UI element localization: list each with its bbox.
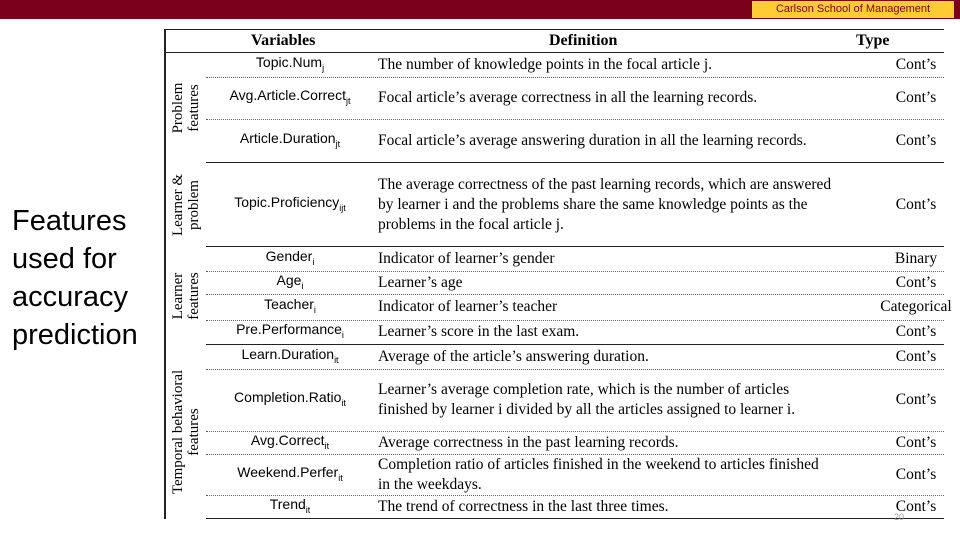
features-table <box>164 29 952 519</box>
table-header <box>166 29 944 53</box>
variable-cell: Pre.Performance$_i$ <box>236 321 344 340</box>
type-cell: Cont’s <box>895 195 937 213</box>
slide-title-line: accuracy <box>12 281 129 313</box>
column-header-definition: Definition <box>549 32 618 49</box>
type-cell: Cont’s <box>895 465 937 483</box>
table-row <box>206 495 944 519</box>
variable-cell: Learn.Duration$_{it}$ <box>241 346 339 365</box>
slide-title-line: used for <box>12 243 117 275</box>
definition-cell: Average of the article’s answering duration. <box>378 348 649 365</box>
table-row <box>206 345 944 370</box>
type-cell: Cont’s <box>895 56 937 73</box>
type-cell: Cont’s <box>895 348 937 365</box>
variable-cell: Topic.Proficiency$_{ijt}$ <box>234 193 346 213</box>
group-label: Learner features <box>170 272 202 320</box>
variable-cell: Weekend.Perfer$_{it}$ <box>237 463 343 483</box>
table-row <box>206 294 952 321</box>
definition-cell: Learner’s age <box>378 273 463 291</box>
definition-cell: The average correctness of the past learning records, which are answered by learner i and the problems share the same knowledge points as the problems in the focal article j. <box>378 175 832 233</box>
variable-cell: Gender$_i$ <box>265 248 315 267</box>
definition-cell: Completion ratio of articles finished in the weekend to articles finished in the weekdays. <box>378 455 819 493</box>
variable-cell: Avg.Correct$_{it}$ <box>250 431 330 451</box>
variable-cell: Teacher$_i$ <box>264 296 316 315</box>
type-cell: Cont’s <box>895 89 937 106</box>
type-cell: Cont’s <box>895 131 937 149</box>
group-label: Problem features <box>170 82 202 134</box>
table-row <box>206 454 944 496</box>
definition-cell: The trend of correctness in the last three times. <box>378 497 669 515</box>
variable-cell: Trend$_{it}$ <box>269 495 311 515</box>
definition-cell: The number of knowledge points in the focal article j. <box>378 56 713 73</box>
type-cell: Cont’s <box>895 497 937 515</box>
type-cell: Cont’s <box>895 433 937 451</box>
definition-cell: Indicator of learner’s gender <box>378 250 555 267</box>
group-problem-features <box>166 53 206 163</box>
page-number: 20 <box>893 512 904 522</box>
slide-title <box>12 202 162 354</box>
table-row <box>206 119 944 163</box>
table-row <box>206 271 944 295</box>
group-temporal-behavioral <box>166 345 206 519</box>
table-row <box>206 247 944 272</box>
group-label: Learner & problem <box>170 173 202 237</box>
variable-cell: Age$_i$ <box>276 271 304 291</box>
table-row <box>206 53 944 78</box>
brand-label: Carlson School of Management <box>752 1 954 18</box>
table-row <box>206 431 944 455</box>
variable-cell: Avg.Article.Correct$_{jt}$ <box>229 87 351 106</box>
group-label: Temporal behavioral features <box>170 369 202 495</box>
group-learner-problem <box>166 163 206 247</box>
definition-cell: Focal article’s average correctness in all the learning records. <box>378 89 758 106</box>
variable-cell: Completion.Ratio$_{it}$ <box>234 389 346 408</box>
definition-cell: Focal article’s average answering duration in all the learning records. <box>378 131 807 149</box>
type-cell: Cont’s <box>895 273 937 291</box>
definition-cell: Average correctness in the past learning records. <box>378 433 679 451</box>
type-cell: Cont’s <box>895 323 937 340</box>
table-row <box>206 369 944 432</box>
slide-title-line: Features <box>12 205 127 237</box>
slide-title-line: prediction <box>12 319 138 351</box>
group-learner-features <box>166 247 206 345</box>
type-cell: Cont’s <box>895 391 937 408</box>
definition-cell: Learner’s average completion rate, which is the number of articles finished by learner i divided by all the articles assigned to learner i. <box>378 381 796 418</box>
table-row <box>206 320 944 345</box>
variable-cell: Article.Duration$_{jt}$ <box>239 129 341 149</box>
column-header-variables: Variables <box>251 32 316 49</box>
definition-cell: Indicator of learner’s teacher <box>378 298 558 315</box>
table-row <box>206 163 944 247</box>
type-cell: Categorical <box>880 298 952 315</box>
column-header-type: Type <box>856 32 890 49</box>
table-row <box>206 77 944 120</box>
variable-cell: Topic.Num$_j$ <box>255 54 325 73</box>
top-banner <box>0 0 960 19</box>
definition-cell: Learner’s score in the last exam. <box>378 323 580 340</box>
type-cell: Binary <box>894 250 938 267</box>
